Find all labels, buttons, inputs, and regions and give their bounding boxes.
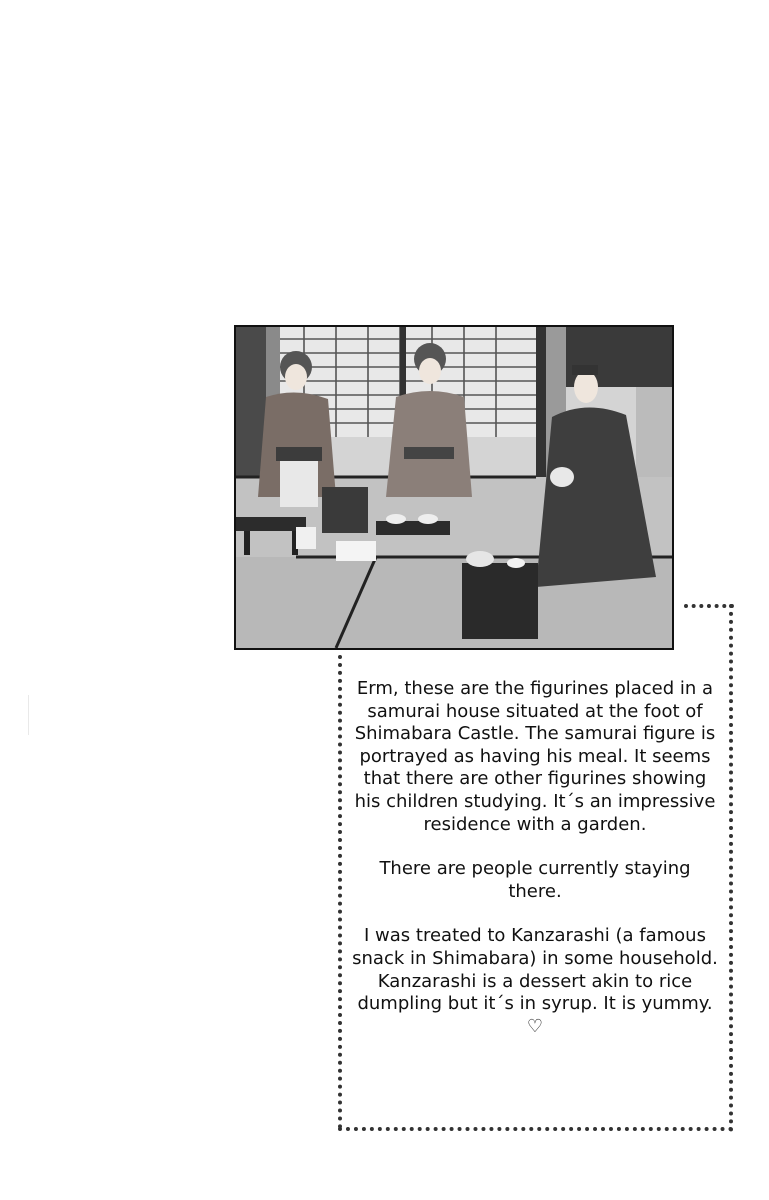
note-paragraph: I was treated to Kanzarashi (a famous snack in Shimabara) in some household. Kanzarashi is a dessert akin to rice dumpling but it´s in syrup. It is yummy. ♡ [352,925,718,1037]
dotted-border-left [338,655,342,1129]
author-note [350,678,720,1060]
scan-artifact [28,695,29,735]
note-paragraph: Erm, these are the figurines placed in a samurai house situated at the foot of Shimabara Castle. The samurai figure is portrayed as having his meal. It seems that there are other figurines showing his children studying. It´s an impressive residence with a garden. [354,678,716,835]
note-paragraph: There are people currently staying there. [379,858,691,902]
dotted-border-bottom [338,1127,733,1131]
samurai-house-photo [234,325,674,650]
dotted-border-top [684,604,734,608]
dotted-border-right [729,604,733,1132]
